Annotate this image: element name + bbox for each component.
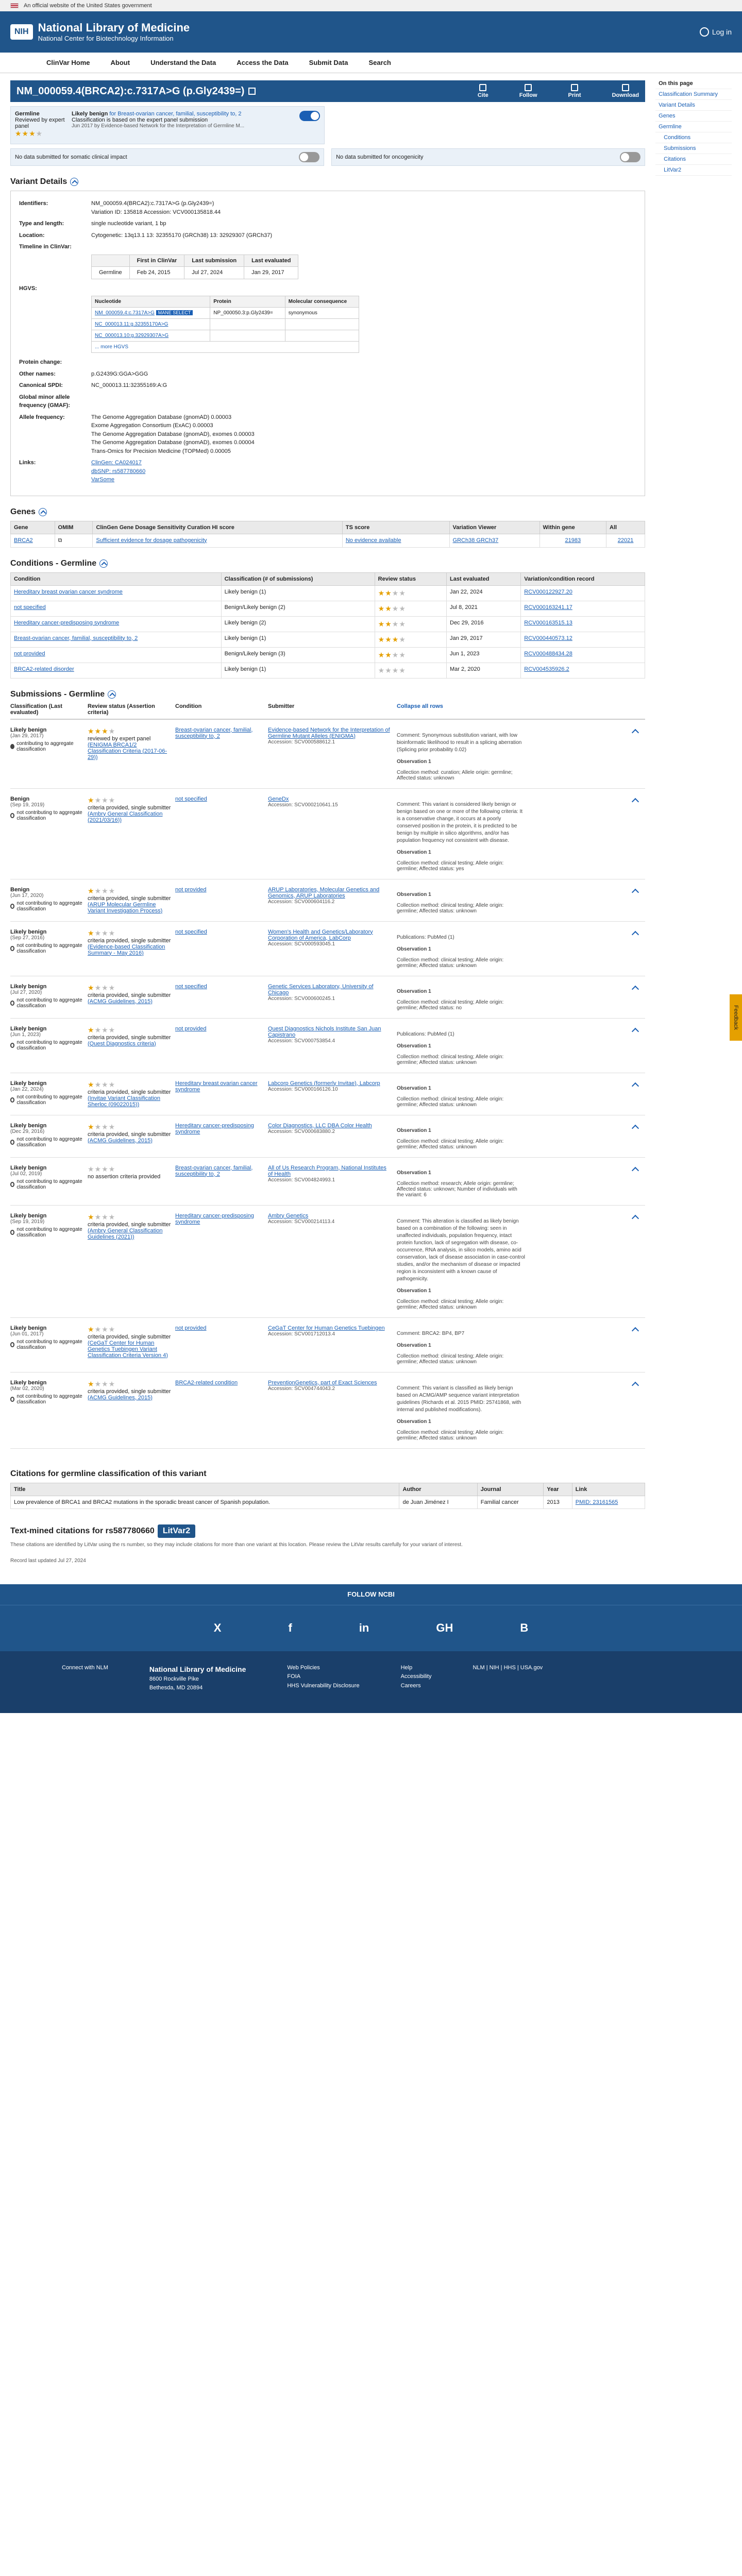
- observation-title: Observation 1: [397, 1043, 431, 1049]
- submission-classification: Likely benign: [10, 1212, 47, 1219]
- submission-date: (Jan 29, 2017): [10, 733, 44, 739]
- submission-comment: Publications: PubMed (1): [397, 1031, 454, 1037]
- submitter-link[interactable]: Women's Health and Genetics/Laboratory Corporation of America, LabCorp: [268, 928, 373, 941]
- submitter-link[interactable]: PreventionGenetics, part of Exact Sciences: [268, 1379, 377, 1386]
- nlm-subtitle: National Center for Biotechnology Information: [38, 34, 174, 42]
- observation-detail: Collection method: curation; Allele origin: germline; Affected status: unknown: [397, 769, 513, 781]
- condition-link[interactable]: not specified: [175, 795, 207, 802]
- nav-germline[interactable]: Germline: [655, 122, 732, 132]
- contrib-icon: [10, 1140, 14, 1145]
- type-value: single nucleotide variant, 1 bp: [91, 221, 166, 227]
- variant-details-heading: [10, 177, 645, 187]
- observation-detail: Collection method: research; Allele origin: germline; Affected status: unknown; Number of individuals with the variant: 6: [397, 1180, 517, 1198]
- nih-logo[interactable]: NIH: [10, 24, 33, 40]
- blog-icon[interactable]: B: [520, 1621, 529, 1634]
- table-row: Hereditary breast ovarian cancer syndrome Likely benign (1) ★★★★ Jan 22, 2024 RCV000122927.20: [11, 585, 645, 601]
- submission-row: [10, 1073, 645, 1115]
- nav-understand[interactable]: Understand the Data: [150, 59, 216, 66]
- hgvs-link[interactable]: NC_000013.10:g.32929307A>G: [95, 333, 169, 338]
- litvar-text: These citations are identified by LitVar using the rs number, so they may include citations for more than one variant at this location. Please review the LitVar results carefully for your variant of interest.: [10, 1541, 463, 1548]
- contrib-icon: [10, 946, 14, 951]
- submission-date: (Jul 27, 2020): [10, 989, 42, 995]
- observation-title: Observation 1: [397, 758, 431, 765]
- observation-detail: Collection method: clinical testing; Allele origin: germline; Affected status: unknown: [397, 1353, 504, 1365]
- submission-row: [10, 1206, 645, 1318]
- submission-row: [10, 1158, 645, 1206]
- criteria-link[interactable]: (ACMG Guidelines, 2015): [88, 998, 153, 1005]
- review-stars: ★★★★: [88, 1080, 116, 1089]
- submitter-link[interactable]: Color Diagnostics, LLC DBA Color Health: [268, 1122, 372, 1129]
- accession: Accession: SCV004824993.1: [268, 1177, 335, 1183]
- germline-summary: [10, 106, 325, 144]
- submission-classification: Likely benign: [10, 1025, 47, 1032]
- review-stars: ★★★★: [88, 928, 116, 937]
- collapse-all-button[interactable]: Collapse all rows: [397, 703, 443, 709]
- contrib-flag: not contributing to aggregate classification: [10, 1137, 88, 1148]
- cite-icon: [479, 84, 486, 91]
- collapse-conditions-icon[interactable]: [99, 560, 108, 568]
- submissions-heading: Submissions - Germline: [10, 690, 645, 699]
- genes-table: Gene OMIM ClinGen Gene Dosage Sensitivity Curation HI score TS score Variation Viewer Within gene All BRCA2 ⧉ Sufficient evidence for dosage pathogenicity No evidence available GRCh38 GRCh37 21983 22021: [10, 521, 645, 548]
- submission-row: [10, 720, 645, 789]
- contrib-icon: [10, 813, 14, 818]
- gov-banner-text: An official website of the United States government: [24, 3, 152, 9]
- collapse-row-icon[interactable]: [631, 1080, 640, 1090]
- review-stars: ★★★★: [88, 1212, 116, 1221]
- on-this-page: On this page: [655, 78, 732, 89]
- user-icon: [700, 27, 709, 37]
- observation-title: Observation 1: [397, 1170, 431, 1176]
- github-icon[interactable]: GH: [436, 1621, 453, 1634]
- review-status: criteria provided, single submitter: [88, 1034, 171, 1041]
- collapse-row-icon[interactable]: [631, 1026, 640, 1035]
- review-stars: ★★★★: [88, 1379, 116, 1388]
- submission-comment: Publications: PubMed (1): [397, 934, 454, 940]
- review-stars: ★★★★: [88, 886, 116, 895]
- contrib-flag: not contributing to aggregate classification: [10, 943, 88, 954]
- conditions-table: Condition Classification (# of submissions) Review status Last evaluated Variation/condition record Hereditary breast ovarian cancer syndrome Likely benign (1) ★★★★ Jan 22, 2024 RCV000122927.20 not specified Benign/Likely benign (2) ★★★★ Jul 8, 2021 RCV000163241.17 Hereditary cancer-predisposing syndrome Likely benign (2) ★★★★ Dec 29, 2016 RCV000163515.13 Breast-ovarian cancer, familial, susceptibility to, 2 Likely benign (1) ★★★★ Jan 29, 2017 RCV000440573.12 not provided Benign/Likely benign (3) ★★★★ Jun 1, 2023 RCV000488434.28 BRCA2-related disorder Likely benign (1) ★★★★ Mar 2, 2020 RCV004535926.2: [10, 572, 645, 679]
- variation-id: Variation ID: 135818 Accession: VCV000135818.44: [91, 209, 221, 215]
- criteria-link[interactable]: (ACMG Guidelines, 2015): [88, 1394, 153, 1401]
- submission-date: (Sep 19, 2019): [10, 1218, 45, 1225]
- pmid-link[interactable]: PMID: 23161565: [575, 1499, 618, 1505]
- submissions-list: [10, 720, 645, 1449]
- observation-title: Observation 1: [397, 1418, 431, 1425]
- social-links: [0, 1605, 742, 1651]
- condition-link[interactable]: BRCA2-related condition: [175, 1379, 238, 1386]
- table-row: not provided Benign/Likely benign (3) ★★★★ Jun 1, 2023 RCV000488434.28: [11, 647, 645, 663]
- submission-comment: Comment: This variant is considered likely benign or benign based on one or more of the following criteria: It is a conservative change, it occurs at a poorly conserved position in the protein, it is predicted to be benign by multiple in silico algorithms, and/or has population frequency not consistent with disease.: [397, 801, 523, 843]
- submission-date: (Sep 27, 2016): [10, 935, 45, 941]
- print-button[interactable]: Print: [568, 84, 581, 98]
- submissions-header: Classification (Last evaluated) Review status (Assertion criteria) Condition Submitter Collapse all rows: [10, 703, 645, 720]
- criteria-link[interactable]: (Ambry General Classification Guidelines (2021)): [88, 1227, 163, 1240]
- collapse-genes-icon[interactable]: [39, 508, 47, 516]
- contrib-icon: [10, 1097, 14, 1103]
- collapse-row-icon[interactable]: [631, 1123, 640, 1132]
- submitter-link[interactable]: Ambry Genetics: [268, 1212, 309, 1219]
- observation-title: Observation 1: [397, 1127, 431, 1133]
- nav-classification-summary[interactable]: Classification Summary: [655, 89, 732, 100]
- table-row: Hereditary cancer-predisposing syndrome Likely benign (2) ★★★★ Dec 29, 2016 RCV000163515.13: [11, 616, 645, 632]
- accession: Accession: SCV000593045.1: [268, 941, 335, 947]
- contrib-flag: not contributing to aggregate classification: [10, 810, 88, 821]
- criteria-link[interactable]: (Ambry General Classification (2021/03/16)): [88, 810, 163, 823]
- observation-detail: Collection method: clinical testing; Allele origin: germline; Affected status: unknown: [397, 957, 504, 969]
- contrib-icon: [10, 904, 14, 909]
- classification-value: Likely benign: [72, 111, 108, 117]
- main-content: [10, 73, 645, 1564]
- variant-details-title: Variant Details: [10, 177, 68, 186]
- submitter-link[interactable]: Evidence-based Network for the Interpretation of Germline Mutant Alleles (ENIGMA): [268, 726, 390, 739]
- hgvs-link[interactable]: NM_000059.4:c.7317A>G: [95, 310, 155, 316]
- criteria-link[interactable]: (Quest Diagnostics criteria): [88, 1040, 156, 1047]
- nav-submit[interactable]: Submit Data: [309, 59, 348, 66]
- submitter-link[interactable]: CeGaT Center for Human Genetics Tuebingen: [268, 1325, 385, 1331]
- submission-classification: Likely benign: [10, 1164, 47, 1171]
- condition-link[interactable]: not provided: [175, 1025, 207, 1032]
- accession: Accession: SCV004744043.2: [268, 1385, 335, 1392]
- collapse-row-icon[interactable]: [631, 1165, 640, 1174]
- condition-link[interactable]: Hereditary breast ovarian cancer syndrome: [175, 1080, 258, 1093]
- review-stars: ★★★★: [88, 1325, 116, 1333]
- variant-details: Identifiers: NM_000059.4(BRCA2):c.7317A>G (p.Gly2439=) Variation ID: 135818 Accession: VCV000135818.44 Type and length: single nucleotide variant, 1 bp Location: Cytogenetic: 13q13.1 13: 32355170 (GRCh38) 13: 32929307 (GRCh37) Timeline in ClinVar: First in ClinVar Last submission Last evaluated Germline Feb 24, 2015 Jul 27, 2024 Jan 29, 2017 HGVS: Nucleotide Protein Molecular consequence NM_000059.4:c.7317A>G MANE SELECT NP_000050.3:p.Gly2439= synonymous NC_000013.11:g.32355170A>G NC_000013.10:g.32929307A>G ... more HGVS Protein change: Other names: p.G2439G:GGA>GGG Canonical SPDI: NC_000013.11:32355169:A:G Global minor allele frequency (GMAF): Allele frequency: The Genome Aggregation Database (gnomAD) 0.00003 Exome Aggregation Consortium (ExAC) 0.00003 The Genome Aggregation Database (gnomAD), exomes 0.00003 The Genome Aggregation Database (gnomAD), exomes 0.00004 Trans-Omics for Precision Medicine (TOPMed) 0.00005 Links: ClinGen: CA024017 dbSNP: rs587780660 VarSome: [10, 191, 645, 496]
- criteria-link[interactable]: (CeGaT Center for Human Genetics Tuebingen Variant Classification Criteria Version 4): [88, 1340, 168, 1359]
- submission-row: [10, 1019, 645, 1073]
- submission-date: (Dec 29, 2016): [10, 1128, 45, 1134]
- table-row: Breast-ovarian cancer, familial, susceptibility to, 2 Likely benign (1) ★★★★ Jan 29, 2017 RCV000440573.12: [11, 632, 645, 647]
- review-status: no assertion criteria provided: [88, 1173, 161, 1180]
- observation-title: Observation 1: [397, 891, 431, 897]
- clingen-link[interactable]: ClinGen: CA024017: [91, 460, 142, 466]
- nav-submissions[interactable]: Submissions: [655, 143, 732, 154]
- variant-title-bar: [10, 80, 645, 102]
- submission-row: [10, 1318, 645, 1372]
- us-flag-icon: [10, 3, 19, 8]
- somatic-clinical-text: No data submitted for somatic clinical impact: [15, 154, 127, 160]
- nav-search[interactable]: Search: [368, 59, 391, 66]
- submission-date: (Jan 22, 2024): [10, 1086, 44, 1092]
- submitter-link[interactable]: Genetic Services Laboratory, University of Chicago: [268, 983, 374, 996]
- contrib-icon: [10, 744, 14, 749]
- nlm-title[interactable]: National Library of Medicine: [38, 21, 190, 35]
- submitter-link[interactable]: Labcorp Genetics (formerly Invitae), Labcorp: [268, 1080, 380, 1087]
- linkedin-icon[interactable]: in: [359, 1621, 369, 1634]
- classification-date: Jun 2017 by Evidence-based Network for the Interpretation of Germline M...: [72, 123, 245, 129]
- contrib-flag: not contributing to aggregate classification: [10, 997, 88, 1009]
- contrib-icon: [10, 1182, 14, 1187]
- review-status: criteria provided, single submitter: [88, 895, 171, 902]
- nav-citations[interactable]: Citations: [655, 154, 732, 165]
- accession: Accession: SCV000214113.4: [268, 1218, 335, 1225]
- footer-nlm[interactable]: National Library of Medicine: [149, 1665, 246, 1673]
- criteria-link[interactable]: (ENIGMA BRCA1/2 Classification Criteria (2017-06-29)): [88, 741, 167, 760]
- contrib-icon: [10, 1397, 14, 1402]
- footer: Connect with NLM National Library of Medicine 8600 Rockville Pike Bethesda, MD 20894 Web Policies FOIA HHS Vulnerability Disclosure Help Accessibility Careers NLM | NIH | HHS | USA.gov: [0, 1651, 742, 1713]
- submission-row: [10, 879, 645, 922]
- contrib-flag: not contributing to aggregate classification: [10, 1040, 88, 1051]
- accession: Accession: SCV000683880.2: [268, 1128, 335, 1134]
- contrib-flag: not contributing to aggregate classification: [10, 901, 88, 912]
- condition-link[interactable]: not specified: [175, 928, 207, 935]
- follow-icon: [525, 84, 532, 91]
- condition-link[interactable]: not provided: [175, 1325, 207, 1331]
- variant-title: NM_000059.4(BRCA2):c.7317A>G (p.Gly2439=): [16, 85, 245, 97]
- facebook-icon[interactable]: f: [288, 1621, 292, 1634]
- submission-classification: Likely benign: [10, 1325, 47, 1331]
- condition-link[interactable]: Breast-ovarian cancer, familial, susceptibility to, 2: [175, 1164, 253, 1177]
- timeline-table: First in ClinVar Last submission Last evaluated Germline Feb 24, 2015 Jul 27, 2024 Jan 29, 2017: [91, 255, 298, 279]
- condition-link[interactable]: not provided: [175, 886, 207, 893]
- submission-classification: Likely benign: [10, 928, 47, 935]
- submitter-link[interactable]: ARUP Laboratories, Molecular Genetics and Genomics, ARUP Laboratories: [268, 886, 380, 899]
- submitter-link[interactable]: Quest Diagnostics Nichols Institute San Juan Capistrano: [268, 1025, 381, 1038]
- submission-row: [10, 789, 645, 879]
- accession: Accession: SCV000210641.15: [268, 802, 338, 808]
- cite-button[interactable]: Cite: [478, 84, 488, 98]
- contrib-flag: not contributing to aggregate classification: [10, 1179, 88, 1190]
- collapse-row-icon[interactable]: [631, 984, 640, 993]
- somatic-summary: [332, 106, 645, 144]
- nav-access[interactable]: Access the Data: [237, 59, 289, 66]
- accession: Accession: SCV000753854.4: [268, 1038, 335, 1044]
- submission-date: (Sep 19, 2019): [10, 802, 45, 808]
- follow-ncbi: FOLLOW NCBI: [0, 1584, 742, 1605]
- contrib-flag: not contributing to aggregate classification: [10, 1394, 88, 1405]
- submission-comment: Comment: This alteration is classified as likely benign based on a combination of the following: seen in unaffected individuals, population frequency, intact protein function, lack of segregation with disease, co-occurrence, RNA analysis, in silico models, amino acid conservation, lack of disease association in case-control studies, and/or the mechanism of disease or impacted region is inconsistent with a known cause of pathogenicity.: [397, 1218, 526, 1282]
- x-icon[interactable]: X: [213, 1621, 222, 1634]
- contrib-flag: contributing to aggregate classification: [10, 741, 88, 752]
- accession: Accession: SCV000604116.2: [268, 899, 335, 905]
- submission-classification: Likely benign: [10, 1122, 47, 1129]
- login-label: Log in: [712, 28, 732, 36]
- observation-detail: Collection method: clinical testing; Allele origin: germline; Affected status: unknown: [397, 1138, 504, 1150]
- table-row: BRCA2-related disorder Likely benign (1) ★★★★ Mar 2, 2020 RCV004535926.2: [11, 663, 645, 678]
- nav-about[interactable]: About: [110, 59, 130, 66]
- condition-link[interactable]: Hereditary cancer-predisposing syndrome: [175, 1212, 254, 1225]
- accession: Accession: SCV000600245.1: [268, 995, 335, 1002]
- observation-detail: Collection method: clinical testing; Allele origin: germline; Affected status: unknown: [397, 902, 504, 914]
- review-status: criteria provided, single submitter: [88, 1221, 171, 1228]
- feedback-button[interactable]: Feedback: [730, 994, 742, 1041]
- review-status: reviewed by expert panel: [88, 735, 151, 742]
- omim-icon[interactable]: ⧉: [55, 534, 93, 547]
- observation-detail: Collection method: clinical testing; Allele origin: germline; Affected status: unknown: [397, 1429, 504, 1441]
- varsome-link[interactable]: VarSome: [91, 477, 115, 483]
- review-stars: ★★★★: [88, 983, 116, 992]
- germline-label: Germline: [15, 111, 40, 117]
- identifier-value: NM_000059.4(BRCA2):c.7317A>G (p.Gly2439=): [91, 200, 214, 207]
- submission-date: (Mar 02, 2020): [10, 1385, 44, 1392]
- gene-link[interactable]: BRCA2: [14, 537, 33, 544]
- collapse-row-icon[interactable]: [631, 1380, 640, 1389]
- right-page-nav: [655, 73, 732, 1564]
- nav-genes[interactable]: Genes: [655, 111, 732, 122]
- collapse-row-icon[interactable]: [631, 796, 640, 805]
- observation-title: Observation 1: [397, 988, 431, 994]
- criteria-link[interactable]: (ACMG Guidelines, 2015): [88, 1137, 153, 1144]
- observation-title: Observation 1: [397, 1085, 431, 1091]
- accession: Accession: SCV000166126.10: [268, 1086, 338, 1092]
- oncogenicity-box: [331, 148, 645, 166]
- review-stars: ★★★★: [88, 1122, 116, 1131]
- submission-classification: Likely benign: [10, 726, 47, 733]
- classification-condition[interactable]: for Breast-ovarian cancer, familial, susceptibility to, 2: [109, 111, 242, 117]
- citations-heading: Citations for germline classification of this variant: [10, 1469, 207, 1478]
- litvar-logo[interactable]: LitVar2: [158, 1524, 195, 1538]
- review-status: criteria provided, single submitter: [88, 1333, 171, 1340]
- contrib-flag: not contributing to aggregate classification: [10, 1227, 88, 1238]
- submission-row: [10, 1372, 645, 1449]
- condition-link[interactable]: Hereditary cancer-predisposing syndrome: [175, 1122, 254, 1135]
- submission-date: (Jul 02, 2019): [10, 1171, 42, 1177]
- collapse-row-icon[interactable]: [631, 929, 640, 938]
- contrib-icon: [10, 1043, 14, 1048]
- submission-classification: Benign: [10, 795, 30, 802]
- contrib-icon: [10, 1001, 14, 1006]
- criteria-link[interactable]: (Invitae Variant Classification Sherloc (09022015)): [88, 1095, 161, 1108]
- review-status: criteria provided, single submitter: [88, 1388, 171, 1395]
- copy-icon[interactable]: [248, 88, 256, 95]
- review-stars: ★★★★: [88, 1164, 116, 1173]
- review-stars: ★★★★: [15, 129, 43, 138]
- nav-litvar[interactable]: LitVar2: [655, 165, 732, 176]
- follow-button[interactable]: Follow: [519, 84, 537, 98]
- review-status: criteria provided, single submitter: [88, 804, 171, 811]
- submission-date: (Jun 17, 2020): [10, 892, 44, 899]
- review-status: criteria provided, single submitter: [88, 1131, 171, 1138]
- submitter-link[interactable]: All of Us Research Program, National Institutes of Health: [268, 1164, 386, 1177]
- print-icon: [571, 84, 578, 91]
- criteria-link[interactable]: (ARUP Molecular Germline Variant Investigation Process): [88, 901, 163, 914]
- hgvs-table: Nucleotide Protein Molecular consequence NM_000059.4:c.7317A>G MANE SELECT NP_000050.3:p.Gly2439= synonymous NC_000013.11:g.32355170A>G NC_000013.10:g.32929307A>G ... more HGVS: [91, 296, 359, 353]
- clinvar-nav: [0, 53, 742, 73]
- germline-toggle[interactable]: [299, 111, 320, 121]
- collapse-row-icon[interactable]: [631, 1213, 640, 1222]
- mane-select-badge: MANE SELECT: [156, 310, 193, 315]
- genes-heading: Genes: [10, 507, 645, 517]
- review-stars: ★★★★: [88, 795, 116, 804]
- somatic-clinical-toggle[interactable]: [299, 152, 319, 162]
- litvar-heading: Text-mined citations for rs587780660 LitVar2: [10, 1524, 645, 1538]
- oncogenicity-text: No data submitted for oncogenicity: [336, 154, 424, 160]
- submission-row: [10, 1115, 645, 1158]
- submitter-link[interactable]: GeneDx: [268, 795, 289, 802]
- review-stars: ★★★★: [88, 726, 116, 735]
- citations-table: Title Author Journal Year Link Low prevalence of BRCA1 and BRCA2 mutations in the sporadic breast cancer of Spanish population. de Juan Jiménez I Familial cancer 2013 PMID: 23161565: [10, 1483, 645, 1509]
- review-status: criteria provided, single submitter: [88, 1089, 171, 1095]
- login-button[interactable]: [700, 27, 732, 37]
- submission-classification: Likely benign: [10, 983, 47, 990]
- location-value: Cytogenetic: 13q13.1 13: 32355170 (GRCh38) 13: 32929307 (GRCh37): [91, 232, 273, 239]
- observation-detail: Collection method: clinical testing; Allele origin: germline; Affected status: no: [397, 999, 504, 1011]
- submission-date: (Jun 1, 2023): [10, 1031, 41, 1038]
- footer-bottom: NLM | NIH | HHS | USA.gov: [473, 1664, 543, 1671]
- accession: Accession: SCV000588612.1: [268, 739, 335, 745]
- nav-conditions[interactable]: Conditions: [655, 132, 732, 143]
- observation-title: Observation 1: [397, 849, 431, 855]
- contrib-icon: [10, 1342, 14, 1347]
- observation-title: Observation 1: [397, 946, 431, 952]
- dbsnp-link[interactable]: dbSNP: rs587780660: [91, 468, 146, 474]
- observation-detail: Collection method: clinical testing; Allele origin: germline; Affected status: unknown: [397, 1054, 504, 1065]
- accession: Accession: SCV001712013.4: [268, 1331, 335, 1337]
- hgvs-link[interactable]: NC_000013.11:g.32355170A>G: [95, 321, 168, 327]
- contrib-flag: not contributing to aggregate classification: [10, 1094, 88, 1106]
- observation-title: Observation 1: [397, 1287, 431, 1294]
- oncogenicity-toggle[interactable]: [620, 152, 640, 162]
- observation-detail: Collection method: clinical testing; Allele origin: germline; Affected status: unknown: [397, 1298, 504, 1310]
- observation-detail: Collection method: clinical testing; Allele origin: germline; Affected status: yes: [397, 860, 504, 872]
- collapse-row-icon[interactable]: [631, 727, 640, 736]
- observation-title: Observation 1: [397, 1342, 431, 1348]
- review-status: criteria provided, single submitter: [88, 937, 171, 944]
- gov-banner: [0, 0, 742, 11]
- nav-variant-details[interactable]: Variant Details: [655, 100, 732, 111]
- table-row: not specified Benign/Likely benign (2) ★★★★ Jul 8, 2021 RCV000163241.17: [11, 601, 645, 616]
- condition-link[interactable]: Breast-ovarian cancer, familial, susceptibility to, 2: [175, 726, 253, 739]
- submission-row: [10, 922, 645, 976]
- condition-link[interactable]: not specified: [175, 983, 207, 990]
- submission-row: [10, 976, 645, 1019]
- submission-comment: Comment: BRCA2: BP4, BP7: [397, 1330, 465, 1336]
- review-status: criteria provided, single submitter: [88, 992, 171, 998]
- download-button[interactable]: Download: [612, 84, 639, 98]
- nav-clinvar-home[interactable]: ClinVar Home: [46, 59, 90, 66]
- contrib-flag: not contributing to aggregate classification: [10, 1339, 88, 1350]
- observation-detail: Collection method: clinical testing; Allele origin: germline; Affected status: unknown: [397, 1096, 504, 1108]
- more-hgvs-link[interactable]: ... more HGVS: [92, 342, 359, 353]
- submission-classification: Likely benign: [10, 1379, 47, 1386]
- collapse-details-icon[interactable]: [70, 178, 78, 186]
- classification-basis: Classification is based on the expert panel submission: [72, 117, 208, 123]
- connect-nlm: Connect with NLM: [62, 1664, 108, 1671]
- collapse-row-icon[interactable]: [631, 887, 640, 896]
- submission-classification: Likely benign: [10, 1080, 47, 1087]
- review-stars: ★★★★: [88, 1025, 116, 1034]
- review-status: Reviewed by expert panel: [15, 117, 65, 129]
- download-icon: [622, 84, 629, 91]
- nlm-header: [0, 11, 742, 53]
- submission-comment: Comment: This variant is classified as likely benign based on ACMG/AMP sequence variant interpretation guidelines (Richards et al. 2015 PMID: 25741868, with internal and published modifications).: [397, 1385, 521, 1413]
- record-updated: Record last updated Jul 27, 2024: [10, 1557, 86, 1564]
- submission-classification: Benign: [10, 886, 30, 893]
- submission-comment: Comment: Synonymous substitution variant, with low bioinformatic likelihood to result in a splicing aberration (Splicing prior probability 0.02): [397, 732, 522, 753]
- somatic-clinical-box: [10, 148, 324, 166]
- submission-date: (Jun 01, 2017): [10, 1331, 44, 1337]
- collapse-row-icon[interactable]: [631, 1325, 640, 1334]
- contrib-icon: [10, 1230, 14, 1235]
- collapse-submissions-icon[interactable]: [108, 690, 116, 699]
- criteria-link[interactable]: (Evidence-based Classification Summary - May 2016): [88, 943, 165, 956]
- conditions-heading: Conditions - Germline: [10, 559, 645, 568]
